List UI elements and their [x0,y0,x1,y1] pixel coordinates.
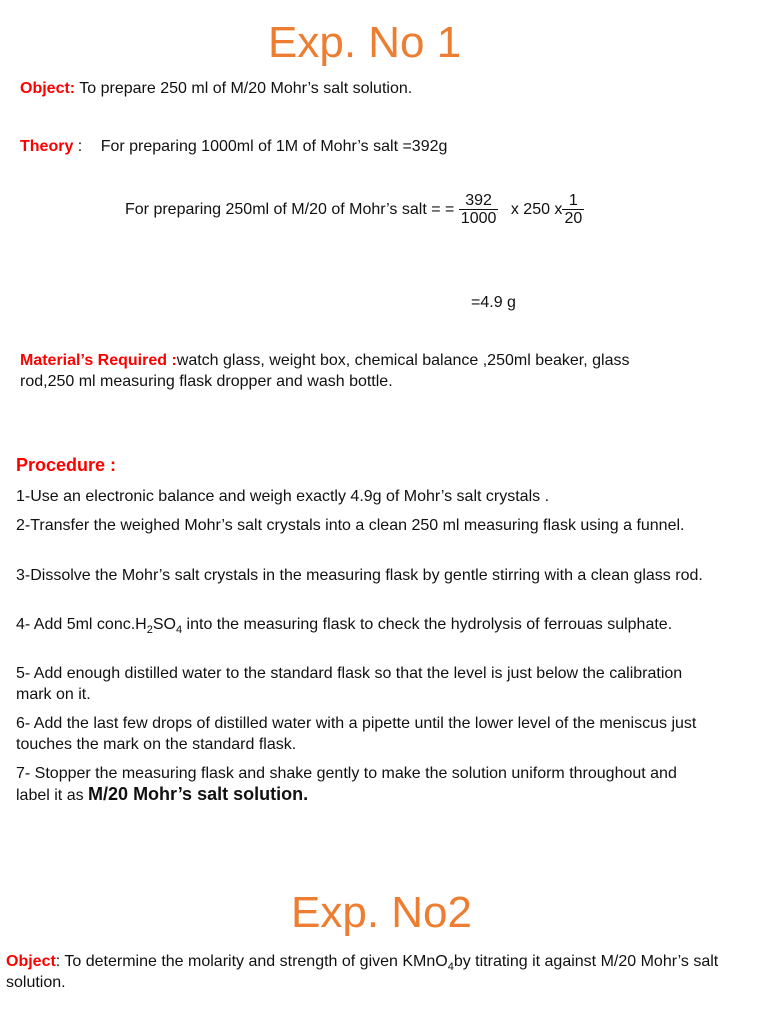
object-label: Object: [20,80,76,97]
step-1: 1-Use an electronic balance and weigh exactly 4.9g of Mohr’s salt crystals . [16,488,550,505]
formula-mid: x 250 x [510,201,563,218]
frac2-num: 1 [568,192,578,209]
fraction-1-20 [562,192,584,227]
exp1-theory [20,136,447,157]
step-3: 3-Dissolve the Mohr’s salt crystals in the measuring flask by gentle stirring with a clean glass rod. [16,567,703,584]
materials [20,350,629,392]
result: =4.9 g [471,294,516,311]
step-2: 2-Transfer the weighed Mohr’s salt crystals into a clean 250 ml measuring flask using a funnel. [16,517,685,534]
frac2-den: 20 [564,210,583,227]
theory-sep: : [73,138,83,155]
fraction-392-1000 [459,192,499,227]
exp1-title: Exp. No 1 [268,18,462,67]
step-7-a: 7- Stopper the measuring flask and shake gently to make the solution uniform throughout and label it as [16,765,677,804]
exp2-object-text-a: : To determine the molarity and strength of given KMnO [55,953,448,970]
step-4-sub-2: 4 [175,624,183,637]
materials-label: Material’s Required : [20,352,177,369]
exp2-title: Exp. No2 [291,888,472,937]
theory-label: Theory [20,138,74,155]
exp1-object [20,78,412,99]
materials-text-1: watch glass, weight box, chemical balance ,250ml beaker, glass [176,352,630,369]
step-4-c: into the measuring flask to check the hydrolysis of ferrouas sulphate. [182,616,673,633]
step-6: 6- Add the last few drops of distilled water with a pipette until the lower level of the meniscus just touches the mark on the standard flask. [16,715,697,753]
step-4-a: 4- Add 5ml conc.H [16,616,147,633]
step-7-b: M/20 Mohr’s salt solution. [88,784,309,804]
step-7 [16,763,706,806]
exp2-object-label: Object [6,953,56,970]
frac1-den: 1000 [460,210,497,227]
exp2-object [6,951,726,993]
exp2-object-sub: 4 [447,961,454,974]
formula-lead: For preparing 250ml of M/20 of Mohr’s salt = = [125,201,455,218]
exp2-object-text-b: by titrating it against M/20 Mohr’s salt solution. [6,953,719,991]
materials-text-2: rod,250 ml measuring flask dropper and wash bottle. [20,373,393,390]
step-4-b: SO [152,616,176,633]
step-4-sub-1: 2 [146,624,153,637]
object-text: To prepare 250 ml of M/20 Mohr’s salt solution. [75,80,413,97]
step-5: 5- Add enough distilled water to the standard flask so that the level is just below the calibration mark on it. [16,665,683,703]
theory-text: For preparing 1000ml of 1M of Mohr’s salt =392g [100,138,448,155]
frac1-num: 392 [465,192,492,209]
step-4 [16,614,706,635]
formula [125,192,584,227]
procedure-title: Procedure : [16,455,117,475]
